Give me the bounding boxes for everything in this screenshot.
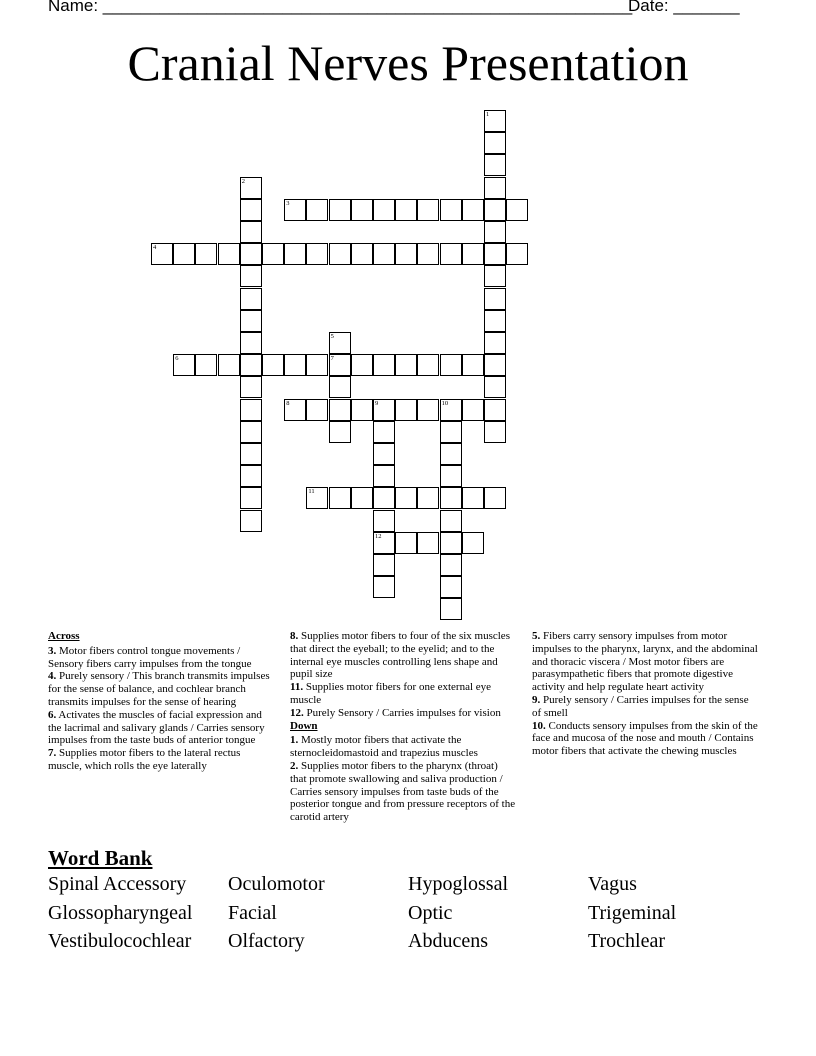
crossword-cell[interactable] bbox=[373, 465, 395, 487]
crossword-cell[interactable] bbox=[240, 288, 262, 310]
crossword-cell[interactable] bbox=[329, 421, 351, 443]
crossword-cell[interactable] bbox=[329, 487, 351, 509]
crossword-cell[interactable] bbox=[440, 554, 462, 576]
crossword-cell[interactable] bbox=[151, 243, 173, 265]
clue-number: 10 bbox=[441, 399, 449, 407]
crossword-cell[interactable] bbox=[240, 310, 262, 332]
crossword-cell[interactable] bbox=[484, 421, 506, 443]
clue-across-3: 3. Motor fibers control tongue movements / Sensory fibers carry impulses from the tongue bbox=[48, 644, 252, 670]
crossword-cell[interactable] bbox=[440, 354, 462, 376]
clue-number: 12 bbox=[375, 532, 382, 540]
crossword-cell[interactable] bbox=[417, 487, 439, 509]
page-title: Cranial Nerves Presentation bbox=[127, 35, 689, 91]
clues-column-2 bbox=[290, 630, 516, 824]
clues-column-3 bbox=[532, 630, 758, 758]
crossword-cell[interactable] bbox=[262, 243, 284, 265]
crossword-cell[interactable] bbox=[462, 399, 484, 421]
crossword-cell[interactable] bbox=[240, 510, 262, 532]
crossword-cell[interactable] bbox=[373, 443, 395, 465]
crossword-cell[interactable] bbox=[417, 399, 439, 421]
clue-down-1: 1. Mostly motor fibers that activate the sternocleidomastoid and trapezius muscles bbox=[290, 734, 478, 760]
crossword-cell[interactable] bbox=[218, 354, 240, 376]
crossword-cell[interactable] bbox=[484, 199, 506, 221]
word-bank-item: Abducens bbox=[408, 930, 488, 952]
clue-number: 1 bbox=[486, 111, 490, 118]
crossword-cell[interactable] bbox=[240, 265, 262, 287]
crossword-cell[interactable] bbox=[395, 199, 417, 221]
word-bank-item: Vestibulocochlear bbox=[48, 930, 192, 952]
clue-number: 5 bbox=[330, 333, 334, 340]
word-bank-item: Glossopharyngeal bbox=[48, 901, 193, 924]
date-field[interactable]: Date: _______ bbox=[628, 0, 740, 15]
clue-down-5: 5. Fibers carry sensory impulses from motor impulses to the pharynx, larynx, and the abdominal and thoracic viscera / Most motor fibers are parasympathetic fibers that promote digestive activity and help regulate heart activity bbox=[532, 630, 758, 694]
crossword-cell[interactable] bbox=[373, 243, 395, 265]
clue-number: 6 bbox=[175, 355, 179, 363]
crossword-cell[interactable] bbox=[462, 243, 484, 265]
crossword-cell[interactable] bbox=[329, 399, 351, 421]
clue-across-7: 7. Supplies motor fibers to the lateral rectus muscle, which rolls the eye laterally bbox=[48, 747, 241, 772]
crossword-cell[interactable] bbox=[373, 510, 395, 532]
crossword-cell[interactable] bbox=[440, 399, 462, 421]
crossword-cell[interactable] bbox=[240, 199, 262, 221]
crossword-cell[interactable] bbox=[240, 332, 262, 354]
word-bank bbox=[48, 873, 768, 959]
clue-across-11: 11. Supplies motor fibers for one external eye muscle bbox=[290, 681, 492, 706]
crossword-cell[interactable] bbox=[440, 510, 462, 532]
crossword-cell[interactable] bbox=[484, 399, 506, 421]
crossword-cell[interactable] bbox=[462, 487, 484, 509]
crossword-cell[interactable] bbox=[373, 576, 395, 598]
crossword-cell[interactable] bbox=[240, 376, 262, 398]
word-bank-item: Spinal Accessory bbox=[48, 873, 187, 895]
crossword-cell[interactable] bbox=[462, 354, 484, 376]
crossword-cell[interactable] bbox=[306, 487, 328, 509]
crossword-cell[interactable] bbox=[218, 243, 240, 265]
crossword-cell[interactable] bbox=[440, 443, 462, 465]
word-bank-item: Trochlear bbox=[588, 930, 666, 952]
crossword-cell[interactable] bbox=[484, 310, 506, 332]
crossword-cell[interactable] bbox=[484, 288, 506, 310]
crossword-cell[interactable] bbox=[462, 532, 484, 554]
crossword-cell[interactable] bbox=[306, 199, 328, 221]
crossword-cell[interactable] bbox=[395, 354, 417, 376]
word-bank-title: Word Bank bbox=[48, 846, 153, 870]
crossword-cell[interactable] bbox=[395, 532, 417, 554]
crossword-cell[interactable] bbox=[373, 354, 395, 376]
clue-number: 8 bbox=[286, 399, 290, 407]
clue-number: 3 bbox=[286, 199, 290, 207]
crossword-cell[interactable] bbox=[262, 354, 284, 376]
down-heading: Down bbox=[290, 719, 318, 732]
crossword-cell[interactable] bbox=[373, 199, 395, 221]
clue-across-12: 12. Purely Sensory / Carries impulses for vision bbox=[290, 706, 501, 719]
crossword-cell[interactable] bbox=[484, 154, 506, 176]
crossword-cell[interactable] bbox=[373, 399, 395, 421]
crossword-cell[interactable] bbox=[351, 199, 373, 221]
word-bank-item: Trigeminal bbox=[588, 901, 677, 924]
clue-number: 9 bbox=[375, 399, 379, 407]
crossword-cell[interactable] bbox=[484, 354, 506, 376]
clue-number: 11 bbox=[308, 488, 315, 496]
crossword-cell[interactable] bbox=[417, 199, 439, 221]
crossword-cell[interactable] bbox=[173, 243, 195, 265]
crossword-cell[interactable] bbox=[329, 199, 351, 221]
crossword-cell[interactable] bbox=[240, 354, 262, 376]
crossword-cell[interactable] bbox=[329, 332, 351, 354]
word-bank-item: Vagus bbox=[588, 873, 637, 895]
clue-down-2: 2. Supplies motor fibers to the pharynx (throat) that promote swallowing and saliva production / Carries sensory impulses from taste buds of the posterior tongue and from pressure receptors of the carotid artery bbox=[290, 759, 516, 824]
crossword-cell[interactable] bbox=[484, 487, 506, 509]
crossword-cell[interactable] bbox=[395, 399, 417, 421]
clue-down-9: 9. Purely sensory / Carries impulses for the sense of smell bbox=[532, 693, 749, 719]
word-bank-item: Hypoglossal bbox=[408, 873, 508, 895]
crossword-cell[interactable] bbox=[484, 243, 506, 265]
across-heading: Across bbox=[48, 630, 80, 642]
crossword-cell[interactable] bbox=[284, 199, 306, 221]
crossword-cell[interactable] bbox=[440, 421, 462, 443]
crossword-cell[interactable] bbox=[240, 221, 262, 243]
crossword-cell[interactable] bbox=[440, 199, 462, 221]
clue-across-6: 6. Activates the muscles of facial expression and the lacrimal and salivary glands / Carries sensory impulses from the taste buds of anterior tongue bbox=[48, 708, 265, 747]
crossword-cell[interactable] bbox=[462, 199, 484, 221]
crossword-cell[interactable] bbox=[240, 465, 262, 487]
clue-number: 4 bbox=[153, 244, 157, 252]
crossword-cell[interactable] bbox=[373, 487, 395, 509]
clue-number: 7 bbox=[330, 355, 334, 363]
crossword-cell[interactable] bbox=[373, 554, 395, 576]
crossword-cell[interactable] bbox=[351, 399, 373, 421]
word-bank-item: Optic bbox=[408, 901, 453, 924]
crossword-cell[interactable] bbox=[240, 243, 262, 265]
crossword-cell[interactable] bbox=[484, 221, 506, 243]
crossword-cell[interactable] bbox=[484, 110, 506, 132]
crossword-cell[interactable] bbox=[329, 376, 351, 398]
crossword-cell[interactable] bbox=[306, 243, 328, 265]
crossword-cell[interactable] bbox=[329, 354, 351, 376]
crossword-cell[interactable] bbox=[284, 243, 306, 265]
crossword-cell[interactable] bbox=[440, 576, 462, 598]
crossword-cell[interactable] bbox=[240, 399, 262, 421]
crossword-cell[interactable] bbox=[351, 243, 373, 265]
clues-column-1 bbox=[48, 630, 270, 773]
crossword-cell[interactable] bbox=[484, 265, 506, 287]
crossword-cell[interactable] bbox=[417, 532, 439, 554]
clue-across-8: 8. Supplies motor fibers to four of the six muscles that direct the eyeball; to the eyelid; and to the internal eye muscles controlling lens shape and pupil size bbox=[290, 630, 510, 681]
crossword-cell[interactable] bbox=[240, 487, 262, 509]
crossword-cell[interactable] bbox=[417, 243, 439, 265]
crossword-cell[interactable] bbox=[329, 243, 351, 265]
crossword-cell[interactable] bbox=[173, 354, 195, 376]
crossword-cell[interactable] bbox=[284, 354, 306, 376]
name-field[interactable]: Name: ________________________________________________________ bbox=[48, 0, 633, 15]
crossword-cell[interactable] bbox=[506, 199, 528, 221]
crossword-cell[interactable] bbox=[440, 243, 462, 265]
crossword-cell[interactable] bbox=[440, 532, 462, 554]
crossword-cell[interactable] bbox=[284, 399, 306, 421]
crossword-cell[interactable] bbox=[306, 399, 328, 421]
crossword-cell[interactable] bbox=[240, 421, 262, 443]
word-bank-item: Olfactory bbox=[228, 930, 305, 952]
crossword-cell[interactable] bbox=[484, 132, 506, 154]
word-bank-item: Oculomotor bbox=[228, 873, 325, 895]
word-bank-item: Facial bbox=[228, 901, 277, 924]
crossword-cell[interactable] bbox=[351, 354, 373, 376]
crossword-cell[interactable] bbox=[395, 487, 417, 509]
crossword-cell[interactable] bbox=[195, 354, 217, 376]
crossword-cell[interactable] bbox=[506, 243, 528, 265]
crossword-cell[interactable] bbox=[373, 421, 395, 443]
crossword-cell[interactable] bbox=[195, 243, 217, 265]
crossword-cell[interactable] bbox=[484, 332, 506, 354]
clue-across-4: 4. Purely sensory / This branch transmits impulses for the sense of balance, and cochlear branch transmits impulses for the sense of hearing bbox=[48, 670, 270, 708]
crossword-cell[interactable] bbox=[440, 465, 462, 487]
crossword-cell[interactable] bbox=[484, 177, 506, 199]
crossword-cell[interactable] bbox=[440, 598, 462, 620]
clue-number: 2 bbox=[241, 177, 246, 185]
crossword-cell[interactable] bbox=[306, 354, 328, 376]
clue-down-10: 10. Conducts sensory impulses from the skin of the face and mucosa of the nose and mouth / Contains motor fibers that activate the chewing muscles bbox=[532, 719, 758, 758]
crossword-cell[interactable] bbox=[484, 376, 506, 398]
crossword-cell[interactable] bbox=[417, 354, 439, 376]
crossword-cell[interactable] bbox=[240, 443, 262, 465]
crossword-cell[interactable] bbox=[440, 487, 462, 509]
crossword-cell[interactable] bbox=[395, 243, 417, 265]
crossword-cell[interactable] bbox=[351, 487, 373, 509]
crossword-cell[interactable] bbox=[240, 177, 262, 199]
crossword-cell[interactable] bbox=[373, 532, 395, 554]
